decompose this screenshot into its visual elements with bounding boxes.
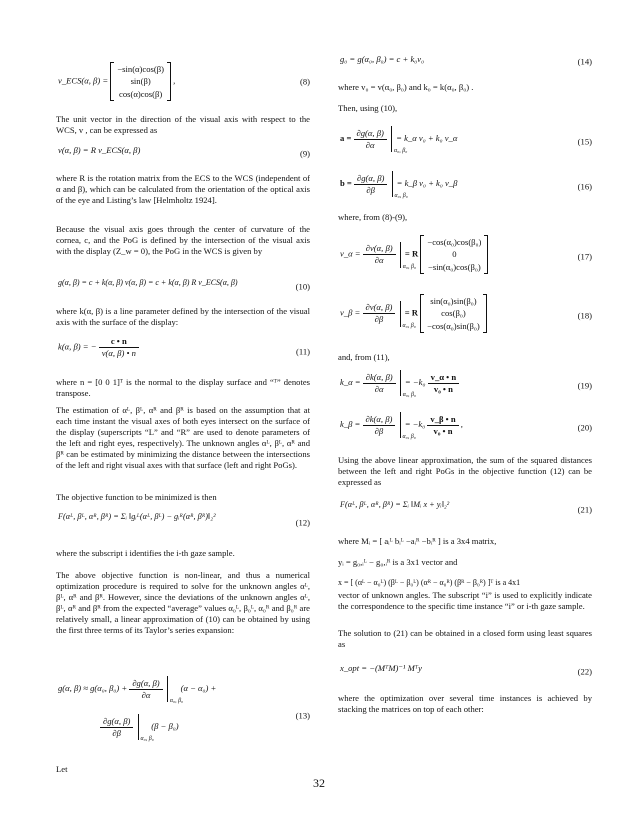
eq8-row: cos(α)cos(β) <box>119 88 163 99</box>
eq18-row: sin(α₀)sin(β₀) <box>430 296 477 306</box>
paragraph: where v₀ = v(α₀, β₀) and k₀ = k(α₀, β₀) . <box>338 82 474 92</box>
eq19-lhs: k_α = <box>340 376 361 387</box>
eq20-denominator: ∂β <box>374 425 384 436</box>
equation-9 <box>56 145 310 163</box>
paragraph: where the optimization over several time instances is achieved by stacking the matrices on top of each other: <box>338 693 592 714</box>
eq10-number: (10) <box>295 281 310 292</box>
paragraph: where k(α, β) is a line parameter defined by the intersection of the visual axis with the surface of the display: <box>56 306 310 327</box>
eq18-matrix <box>420 294 487 333</box>
eq17-row: −sin(α₀)cos(β₀) <box>428 261 481 272</box>
eq12-body: F(αᴸ, βᴸ, αᴿ, βᴿ) = Σᵢ ‖gᵢᴸ(αᴸ, βᴸ) − gᵢᴿ(αᴿ, βᴿ)‖₂² <box>58 512 216 521</box>
eq15-rhs: = k_α v₀ + k₀ v_α <box>396 132 458 143</box>
equation-19 <box>338 370 592 402</box>
paragraph: The above objective function is non-linear, and thus a numerical optimization procedure is required to solve for the unknown angles αᴸ, βᴸ, αᴿ and βᴿ. However, since the deviations of the unknown angles αᴸ, βᴸ, αᴿ and βᴿ from the expected “average” values α₀ᴸ, β₀ᴸ, α₀ᴿ and β₀ᴿ are relatively small, a linear approximation of (10) can be obtained by using the first three terms of its Taylor’s series expansion: <box>56 570 310 635</box>
eq8-lhs: v_ECS(α, β) = <box>58 75 109 86</box>
eq14-number: (14) <box>577 56 592 67</box>
equation-15 <box>338 126 592 158</box>
eq13-numerator: ∂g(α, β) <box>129 678 162 690</box>
paragraph: The estimation of αᴸ, βᴸ, αᴿ and βᴿ is based on the assumption that at each time instant the visual axes of both eyes intersect on the surface of the display (superscripts “L” and “R” are used to denote parameters of the left and right eyes, respectively). The unknown angles αᴸ, βᴸ, αᴿ and βᴿ can be estimated by minimizing the distance between the intersections of the left and right visual axes with that surface (left and right PoGs). <box>56 405 310 470</box>
eq18-denominator: ∂β <box>374 314 384 325</box>
paragraph-line: where Mᵢ = [ aᵢᴸ bᵢᴸ −aᵢᴿ −bᵢᴿ ] is a 3x4 matrix, <box>338 536 497 546</box>
eq8-matrix <box>110 62 171 101</box>
eq17-row: 0 <box>452 249 457 260</box>
eq13-number: (13) <box>295 710 310 721</box>
eq13-denominator: ∂α <box>141 689 151 700</box>
equation-20 <box>338 412 592 444</box>
eq18-number: (18) <box>577 310 592 321</box>
eq15-lhs: a = <box>340 132 352 143</box>
eq9-number: (9) <box>299 148 310 159</box>
eq8-number: (8) <box>299 76 310 87</box>
eq10-body: g(α, β) = c + k(α, β) v(α, β) = c + k(α, β) R v_ECS(α, β) <box>58 278 238 287</box>
eq21-body: F(αᴸ, βᴸ, αᴿ, βᴿ) = Σᵢ ‖Mᵢ x + yᵢ‖₂² <box>340 500 450 509</box>
eq17-eval-sub: α₀, β₀ <box>402 264 417 271</box>
eq13-denominator: ∂β <box>112 727 121 738</box>
eq20-mid: = −k₀ <box>404 418 426 429</box>
page-number: 32 <box>313 776 325 790</box>
eq13-part: g(α, β) ≈ g(α₀, β₀) + <box>58 682 128 693</box>
eq11-numerator: c • n <box>99 336 139 348</box>
eq17-matrix <box>420 235 488 274</box>
eq20-frac-numerator: v_β • n <box>427 414 458 426</box>
eq17-R: = R <box>404 248 419 259</box>
eq16-rhs: = k_β v₀ + k₀ v_β <box>396 177 458 188</box>
eq19-eval-sub: α₀, β₀ <box>402 392 417 399</box>
eq16-denominator: ∂β <box>366 184 375 195</box>
paragraph-line: x = [ (αᴸ − α₀ᴸ) (βᴸ − β₀ᴸ) (αᴿ − α₀ᴿ) (βᴿ − β₀ᴿ) ]ᵀ is a 4x1 <box>338 578 521 587</box>
eq19-denominator: ∂α <box>374 383 384 394</box>
eq8-row: −sin(α)cos(β) <box>117 64 164 74</box>
paragraph: and, from (11), <box>338 352 390 362</box>
eq14-body: g₀ = g(α₀, β₀) = c + k₀v₀ <box>340 54 425 64</box>
paragraph-line: yᵢ = g₀,ᵢᴸ − g₀,ᵢᴿ is a 3x1 vector and <box>338 557 458 567</box>
eq20-number: (20) <box>577 422 592 433</box>
eq20-eval-sub: α₀, β₀ <box>402 434 416 441</box>
eq22-body: x_opt = −(MᵀM)⁻¹ Mᵀy <box>340 663 422 673</box>
eq20-lhs: k_β = <box>340 418 361 429</box>
eq19-number: (19) <box>577 380 592 391</box>
eq19-frac-denominator: v₀ • n <box>433 383 453 394</box>
eq9-body: v(α, β) = R v_ECS(α, β) <box>58 145 141 155</box>
eq15-denominator: ∂α <box>365 139 375 150</box>
eq18-row: −cos(α₀)sin(β₀) <box>427 320 480 331</box>
eq17-denominator: ∂α <box>374 255 384 266</box>
eq17-number: (17) <box>577 251 592 262</box>
paragraph: Because the visual axis goes through the center of curvature of the cornea, c, and the PoG is defined by the intersection of the visual axis with the display (Z_w = 0), the PoG in the WCS is given by <box>56 224 310 256</box>
equation-14 <box>338 54 592 70</box>
equation-11 <box>56 336 310 368</box>
eq11-lhs: k(α, β) = − <box>58 341 97 352</box>
equation-13 <box>56 676 310 756</box>
eq13-numerator: ∂g(α, β) <box>100 716 133 728</box>
eq13-part: (β − β₀) <box>151 720 179 731</box>
paragraph: where the subscript i identifies the i-th gaze sample. <box>56 548 235 558</box>
eq19-mid: = −k₀ <box>404 376 426 387</box>
equation-18 <box>338 292 592 340</box>
eq18-row: cos(β₀) <box>441 308 466 319</box>
paragraph: where R is the rotation matrix from the ECS to the WCS (independent of α and β), which can be calculated from the orientation of the optical axis of the eye and Listing’s law [Helmholtz 1924]. <box>56 173 310 205</box>
eq15-eval-sub: α₀, β₀ <box>394 148 408 155</box>
equation-12 <box>56 512 310 534</box>
eq19-numerator: ∂k(α, β) <box>363 372 396 384</box>
eq13-part: (α − α₀) + <box>180 682 217 693</box>
equation-10 <box>56 278 310 296</box>
eq13-eval-sub: α₀, β₀ <box>140 736 154 743</box>
eq15-number: (15) <box>577 136 592 147</box>
eq18-numerator: ∂v(α, β) <box>363 302 396 314</box>
eq20-frac-denominator: v₀ • n <box>433 425 453 436</box>
paragraph: The solution to (21) can be obtained in a closed form using least squares as <box>338 628 592 649</box>
eq17-numerator: ∂v(α, β) <box>363 243 396 255</box>
eq18-eval-sub: α₀, β₀ <box>402 323 416 330</box>
eq11-number: (11) <box>296 346 310 357</box>
eq8-row: sin(β) <box>130 76 151 87</box>
equation-8: v_ECS(α, β) = −sin(α)cos(β) sin(β) cos(α)cos(β) , (8) <box>56 58 310 106</box>
paragraph: Then, using (10), <box>338 103 398 113</box>
paragraph: Let <box>56 764 68 774</box>
eq13-eval-sub: α₀, β₀ <box>169 698 184 705</box>
eq17-row: −cos(α₀)cos(β₀) <box>427 237 482 247</box>
eq21-number: (21) <box>577 504 592 515</box>
eq16-lhs: b = <box>340 177 352 188</box>
eq20-tail: , <box>460 418 463 429</box>
paragraph: The objective function to be minimized is then <box>56 492 217 502</box>
eq20-numerator: ∂k(α, β) <box>363 414 396 426</box>
eq11-denominator: v(α, β) • n <box>101 348 136 358</box>
eq19-frac-numerator: v_α • n <box>428 372 459 384</box>
eq18-R: = R <box>404 307 418 318</box>
eq12-number: (12) <box>295 517 310 528</box>
equation-22 <box>338 663 592 681</box>
paragraph: where n = [0 0 1]ᵀ is the normal to the display surface and “ᵀ” denotes transpose. <box>56 377 310 398</box>
paragraph: vector of unknown angles. The subscript “i” is used to explicitly indicate the correspondence to the specific time instance “i” or i-th gaze sample. <box>338 590 592 611</box>
paragraph: where, from (8)-(9), <box>338 212 408 222</box>
paragraph: The unit vector in the direction of the visual axis with respect to the WCS, v , can be expressed as <box>56 114 310 135</box>
eq16-numerator: ∂g(α, β) <box>354 173 387 185</box>
equation-17 <box>338 233 592 281</box>
eq16-number: (16) <box>577 181 592 192</box>
paragraph: Using the above linear approximation, the sum of the squared distances between the left and right PoGs in the objective function (12) can be expressed as <box>338 455 592 487</box>
equation-16 <box>338 171 592 203</box>
eq22-number: (22) <box>577 666 592 677</box>
equation-21 <box>338 500 592 520</box>
eq18-lhs: v_β = <box>340 307 361 318</box>
eq16-eval-sub: α₀, β₀ <box>394 193 408 200</box>
eq15-numerator: ∂g(α, β) <box>354 128 387 140</box>
eq17-lhs: v_α = <box>340 248 361 259</box>
